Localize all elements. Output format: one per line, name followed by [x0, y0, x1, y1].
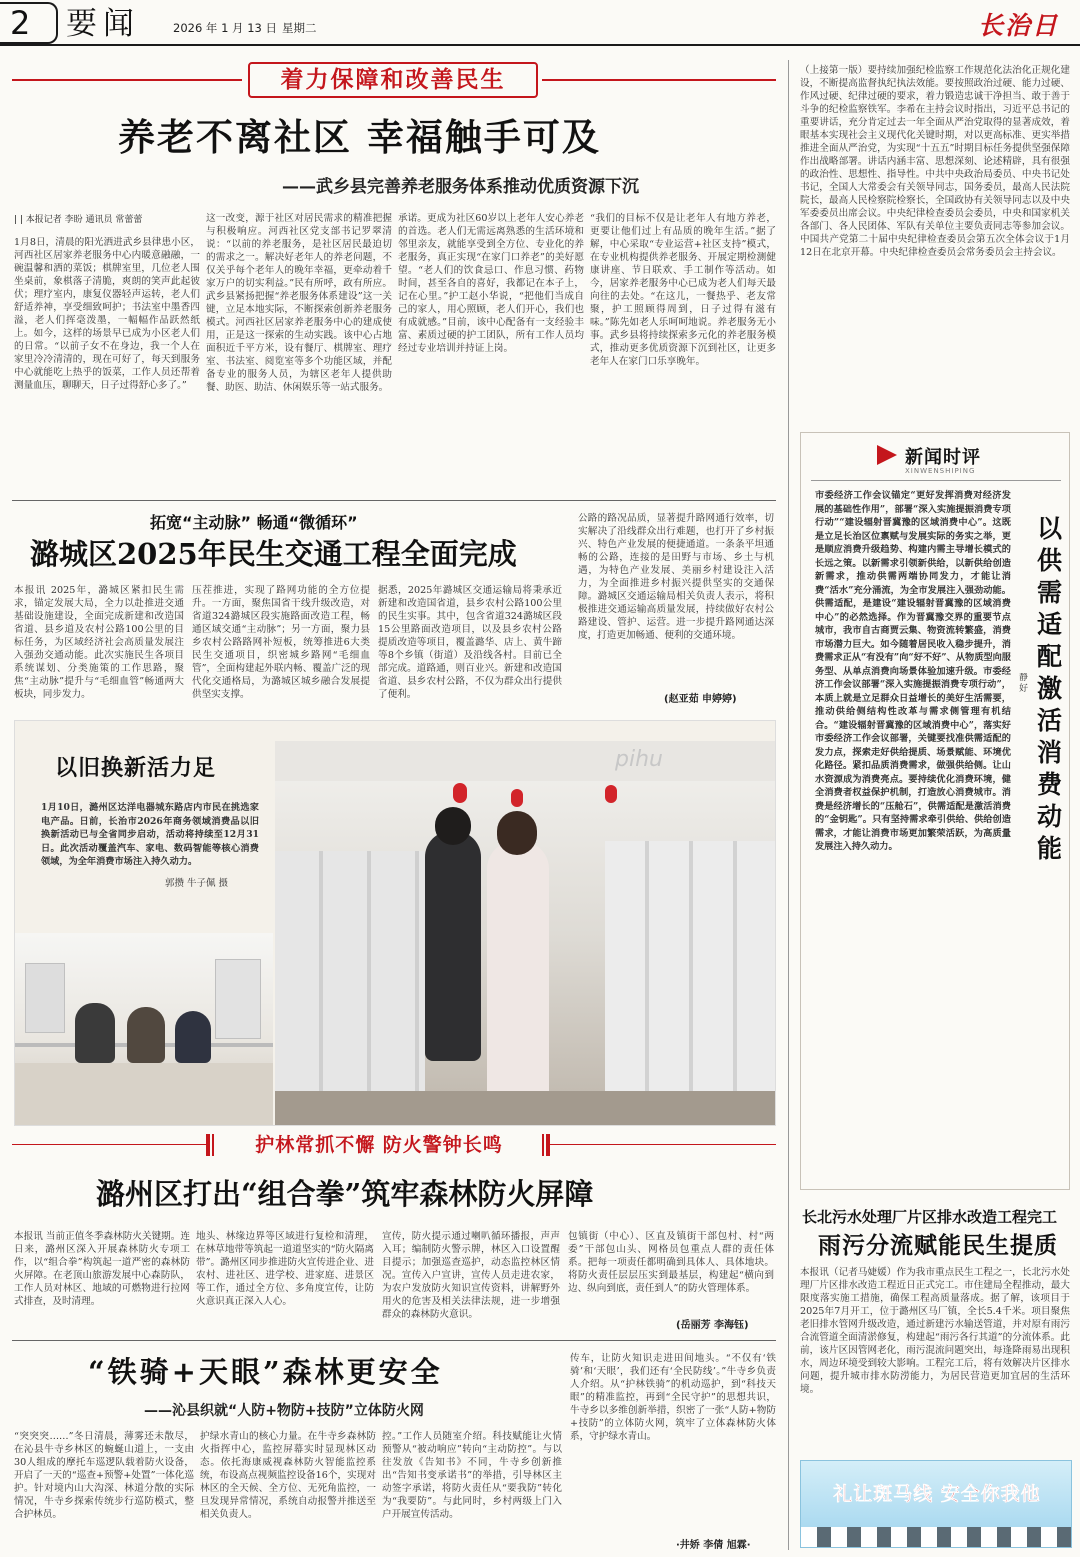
- story1-col4: “我们的目标不仅是让老年人有地方养老，更要让他们过上有品质的晚年生活。”据了解，中心采取“专业运营+社区支持”模式，在专业机构提供养老服务、开展定期检测健康讲座、节日联欢、手工制作等活动。如今，居家养老服务中心已成为老人们每天最向往的去处。“在这儿，一餐热乎、老友常聚，护工照顾得周到，日子过得有滋有味。”陈先如老人乐呵呵地说。养老服务无小事。武乡县将持续探索多元化的养老服务模式，推动更多优质资源下沉到社区，让更多老年人在家门口乐享晚年。: [590, 213, 776, 367]
- shopper-woman-head: [497, 811, 537, 855]
- story2-kicker: 拓宽“主动脉” 畅通“微循环”: [150, 513, 358, 532]
- story1-byline: | | 本报记者 李盼 通讯员 常蕾蕾: [14, 215, 143, 225]
- appliance-row: [275, 851, 425, 1091]
- story4-col2: 护绿水青山的核心力量。在牛寺乡森林防火指挥中心，监控屏幕实时显现林区动态。依托海康威视森林防火智能监控系统，布设高点视频监控设备16个，实现对林区的全天候、全方位、无死角监控，一旦发现异常情况，系统自动报警并推送至相关负责人。: [200, 1431, 376, 1520]
- kicker-mark: [546, 1134, 550, 1156]
- inset-appliance: [25, 963, 65, 1033]
- masthead: [0, 0, 1080, 48]
- inset-counter: [15, 1063, 273, 1126]
- divider: [12, 1340, 776, 1341]
- store-sign: pihu: [615, 747, 663, 772]
- lantern-icon: [511, 789, 523, 807]
- story2-col3: 据悉，2025年潞城区交通运输局将秉承近新建和改造国省道，县乡农村公路100公里的民生实事。其中，包含省道324潞城区段15公里路面改造项目，以及县乡农村公路提质改造等项目，覆盖潞华、店上、黄牛蹄等8个乡镇（街道）及沿线各村。目前已全部完成。道路通，则百业兴。新建和改造国省道、县乡农村公路，不仅为群众出行提供了便利。: [378, 585, 562, 700]
- store-ceiling: [275, 741, 776, 781]
- story3-col1: 本报讯 当前正值冬季森林防火关键期。连日来，潞州区深入开展森林防火专项工作，以“组合拳”构筑起一道严密的森林防火屏障。在老顶山旅游发展中心森防队，工作人员对林区、地域的可燃物进行拉网式排查，及时清理。: [14, 1231, 190, 1307]
- story3-col3: 宣传，防火提示通过喇叭循环播报，声声入耳；编制防火警示牌，林区入口设置醒目提示；加强巡查巡护，动态监控林区情况。宣传入户宣讲，宣传人员走进农家，为农户发放防火知识宣传资料，讲解野外用火的危害及相关法律法规，进一步增强群众的森林防火意识。: [382, 1231, 560, 1320]
- store-floor: [275, 1091, 776, 1126]
- story1-headline: 养老不离社区 幸福触手可及: [118, 115, 601, 159]
- traffic-safety-banner: [800, 1460, 1072, 1548]
- photo-credit: 郭攒 牛子佩 摄: [165, 878, 229, 889]
- story2-headline: 潞城区2025年民生交通工程全面完成: [30, 537, 517, 571]
- story4-byline: ·井娇 李倩 旭霖·: [676, 1540, 751, 1551]
- story3-col4: 包镇街（中心）、区直及镇街干部包村、村“两委”干部包山头、网格员包重点人群的责任体系。把每一项责任都明确到具体人、具体地块。将防火责任层层压实到最基层，构建起“横向到边、纵向到底，责任到人”的防火管理体系。: [568, 1231, 774, 1294]
- story2-col4: 公路的路况品质，显著提升路网通行效率，切实解决了沿线群众出行难题，也打开了乡村振兴、特色产业发展的便捷通道。一条条平坦通畅的公路，连接的是田野与市场、乡土与机遇，为特色产业发展、美丽乡村建设注入活力，为全面推进乡村振兴提供坚实的交通保障。潞城区交通运输局相关负责人表示，将积极推进交通运输高质量发展，持续做好农村公路建设、管护、运营。进一步提升路网通达深度，打造更加畅通、便利的交通环境。: [578, 513, 774, 641]
- photo-story-title: 以旧换新活力足: [55, 755, 217, 781]
- ad-banner-text: 礼让斑马线 安全你我他: [833, 1483, 1041, 1505]
- story4-subhead: ——沁县织就“人防+物防+技防”立体防火网: [144, 1403, 424, 1419]
- story3-kicker-box: [206, 1130, 550, 1160]
- story2-col1: 本报讯 2025年，潞城区紧扣民生需求，锚定发展大局，全力以赴推进交通基础设施建设，全面完成新建和改造国省道、县乡道及农村公路100公里的目标任务，为区域经济社会高质量发展注入强劲交通动能。此次实施民生各项目系统谋划、分类施策的工作思路，聚焦“主动脉”提升与“毛细血管”畅通两大板块，同步发力。: [14, 585, 184, 700]
- story1-subhead: ——武乡县完善养老服务体系推动优质资源下沉: [282, 177, 639, 197]
- story5-text: 本报讯（记者马婕媛）作为我市重点民生工程之一，长北污水处理厂片区排水改造工程近日正式完工。市住建局全程推动，最大限度落实施工措施，确保工程高质量落成。据了解，该项目于2025年7月开工，位于潞州区马厂镇，全长5.4千米。项目聚焦老旧排水管网升级改造，通过新建污水输送管道，并对原有雨污合流管道全面清淤修复，构建起“雨污各行其道”的分流体系。此前，该片区因管网老化，雨污混流问题突出，每逢降雨易出现积水，周边环境受到较大影响。工程完工后，将有效解决片区排水问题，提升城市排水防涝能力，为居民营造更加宜居的生活环境。: [800, 1267, 1070, 1395]
- masthead-rule: [0, 44, 1080, 46]
- commentary-headline: 以供需适配激活消费动能: [1037, 514, 1063, 863]
- inset-appliance: [215, 959, 261, 1039]
- story3-byline: (岳丽芳 李海钰): [676, 1320, 749, 1331]
- story5-headline-top: 长北污水处理厂片区排水改造工程完工: [802, 1208, 1058, 1226]
- kicker-rule-left: [12, 79, 242, 81]
- column-title-en: XINWENSHIPING: [905, 467, 976, 475]
- lantern-icon: [453, 783, 467, 803]
- appliance-row: [605, 841, 776, 1091]
- commentary-author: 静好: [1019, 673, 1029, 694]
- story4-col3: 控。”工作人员随室介绍。科技赋能让火情预警从“被动响应”转向“主动防控”。与以往发放《告知书》不同，牛寺乡创新推出“告知书变承诺书”的举措，引导林区主动签字承诺，将防火责任从“要我防”转化为“我要防”。与此同时，乡村两级上门入户开展宣传活动。: [382, 1431, 562, 1520]
- commentary-title-rule: [811, 480, 1061, 481]
- issue-date: 2026 年 1 月 13 日: [173, 21, 277, 35]
- shopper-woman: [487, 841, 549, 1126]
- story4-col4: 传车，让防火知识走进田间地头。“不仅有‘铁骑’和‘天眼’，我们还有‘全民防线’。”牛寺乡负责人介绍。从“护林铁骑”的机动巡护，到“科技天眼”的精准监控，再到“全民守护”的思想共识，牛寺乡以多维创新举措，织密了一张“人防+物防+技防”的立体防火网，筑牢了立体森林防火体系，守护绿水青山。: [570, 1353, 776, 1442]
- paper-logo: 长治日: [978, 11, 1060, 40]
- crosswalk-stripes: [801, 1527, 1072, 1548]
- kicker-mark: [212, 1134, 214, 1156]
- column-title: 新闻时评: [905, 447, 981, 468]
- inset-photo-staff: [15, 933, 273, 1126]
- story1-kicker-bar: [12, 60, 776, 100]
- issue-weekday: 星期二: [282, 21, 317, 35]
- divider: [12, 500, 776, 501]
- story2-byline: (赵亚茹 申婷婷): [664, 694, 737, 705]
- story4-col1: “突突突……”冬日清晨，薄雾还未散尽，在沁县牛寺乡林区的蜿蜒山道上，一支由30人组成的摩托车巡逻队载着防火设备，开启了一天的“巡查+预警+处置”一体化巡护。针对境内山大沟深、林道分散的实际情况，牛寺乡探索传统步行巡防模式，整合护林员。: [14, 1431, 194, 1520]
- inset-person: [75, 1003, 115, 1063]
- kicker-mark: [206, 1134, 210, 1156]
- right-top-article: （上接第一版）要持续加强纪检监察工作规范化法治化正规化建设，不断提高监督执纪执法效能。要按照政治过硬、能力过硬、作风过硬、纪律过硬的要求，着力锻造忠诚干净担当、敢于善于斗争的纪检监察铁军。李希在主持会议时指出，习近平总书记的重要讲话，充分肯定过去一年全面从严治党取得的显著成效，着眼基本实现社会主义现代化关键时期，对以更高标准、更实举措推进全面从严治党，为实现“十五五”时期目标任务提供坚强保障作出战略部署。讲话内涵丰富、思想深刻、论述精辟，具有很强的政治性、思想性、指导性。中共中央政治局委员、中央书记处书记，全国人大常委会有关领导同志，国务委员，最高人民法院院长，最高人民检察院检察长，全国政协有关领导同志以及中央军委委员出席会议。中央纪律检查委员会委员，中央和国家机关各部门、各人民团体、军队有关单位主要负责同志等参加会议。中国共产党第二十届中央纪律检查委员会第五次全体会议于1月12日在北京开幕。中央纪律检查委员会常务委员会主持会议。: [800, 65, 1070, 258]
- page-number: 2: [10, 4, 31, 42]
- inset-person: [175, 1011, 211, 1063]
- inset-person: [127, 1007, 165, 1063]
- main-photo-shoppers: [275, 741, 776, 1126]
- story1-col3: 承诺。更成为社区60岁以上老年人安心养老的首选。老人们无需远离熟悉的生活环境和邻里亲友，就能享受到全方位、专业化的养老服务，真正实现“在家门口养老”的美好愿望。“老人们的饮食忌口、作息习惯、药物时间，甚至各自的喜好，我都记在本子上，记在心里。”护工赵小华说，“把他们当成自己的家人，用心照顾，老人们开心，我们也有成就感。”目前，该中心配备有一支经验丰富、素质过硬的护工团队，所有工作人员均经过专业培训并持证上岗。: [398, 213, 584, 354]
- story3-col2: 地头、林缘边界等区域进行复检和清理，在林草地带等筑起一道道坚实的“防火隔离带”。潞州区同步推进防火宣传进企业、进农村、进社区、进学校、进家庭、进景区等工作，通过全方位、多角度宣传，让防火意识真正深入人心。: [196, 1231, 374, 1307]
- section-name: 要闻: [66, 6, 140, 42]
- column-divider: [788, 60, 789, 1550]
- story1-kicker: 着力保障和改善民生: [248, 62, 538, 98]
- photo-story-panel: [14, 720, 776, 1126]
- commentary-text: 市委经济工作会议锚定“更好发挥消费对经济发展的基础性作用”，部署“深入实施提振消费专项行动”“建设辐射晋冀豫的区域消费中心”。这既是立足长治区位禀赋与发展实际的务实之举，更是顺应消费升级趋势、构建内需主导增长模式的长远之策。以新需求引领新供给，以新供给创造新需求，推动供需两端协同发力，才能让消费“活水”充分涌流，为全市发展注入强劲动能。供需适配，是建设“建设辐射晋冀豫的区域消费中心”的必然选择。作为晋冀豫交界的重要节点城市，我市自古商贾云集、物资流转繁盛，消费市场潜力巨大。如今随着居民收入稳步提升，消费需求正从“有没有”向“好不好”、从物质型向服务型、从单点消费向场景体验加速升级。市委经济工作会议部署“深入实施提振消费专项行动”，本质上就是立足群众日益增长的美好生活需要，推动供给侧结构性改革与需求侧管理有机结合。“建设辐射晋冀豫的区域消费中心”，落实好市委经济工作会议部署，关键要找准供需适配的发力点，探索走好供给提质、场景赋能、环境优化路径。紧扣品质消费需求，做强供给侧。让山水资源成为消费亮点。要持续优化消费环境，健全消费者权益保护机制，打造放心消费城市。消费是经济增长的“压舱石”，供需适配是激活消费的“金钥匙”。只有坚持需求牵引供给、供给创造需求，才能让消费市场更加繁荣活跃，为高质量发展注入持久动力。: [815, 490, 1011, 852]
- commentary-panel: [800, 432, 1070, 1190]
- story5-headline: 雨污分流赋能民生提质: [818, 1232, 1058, 1259]
- story2-col2: 压茬推进，实现了路网功能的全方位提升。一方面，聚焦国省干线升级改造，对省道324潞城区段实施路面改造工程，畅通区域交通“主动脉”；另一方面，聚力县乡农村公路路网补短板，统筹推进6大类民生交通项目，织密城乡路网“毛细血管”，全面构建起外联内畅、覆盖广泛的现代化交通格局，为潞城区城乡融合发展提供坚实支撑。: [192, 585, 370, 700]
- story3-kicker: 护林常抓不懈 防火警钟长鸣: [255, 1134, 503, 1156]
- kicker-mark: [542, 1134, 544, 1156]
- column-title-badge: [877, 445, 897, 465]
- story1-col1: 1月8日，清晨的阳光洒进武乡县律患小区，河西社区居家养老服务中心内暖意融融，一碗温馨和洒的菜饭；棋牌室里，几位老人围坐桌前，象棋落子清脆，爽朗的笑声此起彼伏；理疗室内，康复仪器轻声运转，老人们舒适养神，享受细致呵护；书法室中墨香四溢，老人们挥毫泼墨，一幅幅作品跃然纸上。如今，这样的场景早已成为小区老人们的日常。“以前子女不在身边，我一个人在家里冷冷清清的，现在可好了，每天到服务中心就能吃上热乎的饭菜，工作人员还帮着测量血压，聊聊天，日子过得舒心多了。”: [14, 237, 200, 391]
- photo-story-caption: 1月10日，潞州区达洋电器城东路店内市民在挑选家电产品。日前，长治市2026年商务领域消费品以旧换新活动已与全省同步启动，活动将持续至12月31日。此次活动覆盖汽车、家电、数码智能等核心消费领域，为全年消费市场注入持久动力。: [41, 802, 259, 867]
- shopper-man: [425, 831, 481, 1061]
- kicker-rule-right: [542, 79, 776, 81]
- story4-headline: “铁骑+天眼”森林更安全: [88, 1355, 443, 1389]
- lantern-icon: [605, 785, 617, 803]
- story1-col2: 这一改变，源于社区对居民需求的精准把握与积极响应。河西社区党支部书记罗翠清说：“以前的养老服务，是社区居民最迫切的需求之一。解决好老年人的养老问题，不仅关乎每个老年人的晚年幸福，更牵动着千家万户的切实利益。”民有所呼，政有所应。武乡县紧扬把握“养老服务体系建设”这一关键，立足本地实际，不断探索创新养老服务模式。河西社区居家养老服务中心的建成使用，正是这一探索的生动实践。该中心占地面积近千平方米，设有餐厅、棋牌室、理疗室、书法室、阅览室等多个功能区域，并配备专业的服务人员，为辖区老年人提供助餐、助医、助洁、休闲娱乐等一站式服务。: [206, 213, 392, 393]
- story3-headline: 潞州区打出“组合拳”筑牢森林防火屏障: [96, 1177, 594, 1211]
- shopper-man-head: [435, 807, 471, 845]
